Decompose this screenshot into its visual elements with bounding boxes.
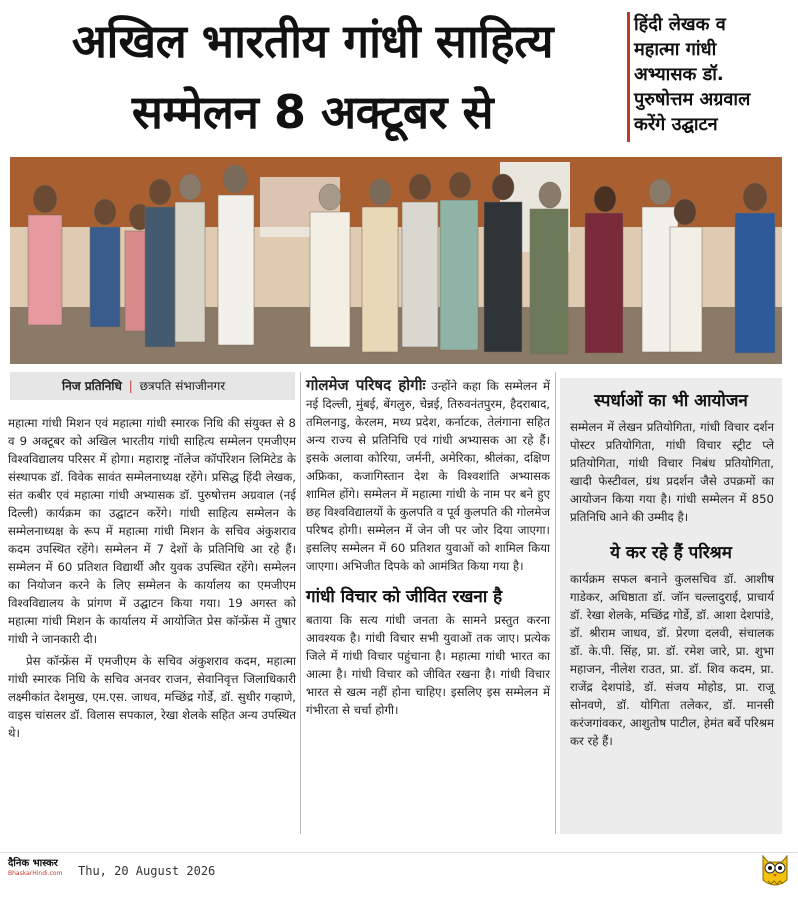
byline-separator: | [128, 379, 133, 393]
byline [10, 372, 295, 400]
side-headline-line: अभ्यासक डॉ. [634, 64, 724, 85]
headline-line-2: सम्मेलन 8 अक्टूबर से [131, 85, 494, 139]
footer-divider [0, 852, 798, 853]
group-photo [10, 157, 782, 364]
byline-name: निज प्रतिनिधि [62, 379, 122, 393]
side-headline-line: हिंदी लेखक व [634, 14, 726, 35]
owl-mascot-icon [758, 850, 792, 890]
brand-name: दैनिक भास्कर [8, 858, 58, 869]
sidebar-paragraph: कार्यक्रम सफल बनाने कुलसचिव डॉ. आशीष गाडेकर, अधिष्ठाता डॉ. जॉन चल्लादुराई, प्राचार्य डॉ. रेखा शेलके, मच्छिंद्र गोर्डे, डॉ. आशा देशपांडे, डॉ. श्रीराम जाधव, डॉ. प्रेरणा दलवी, संचालक डॉ. के.पी. सिंह, प्रा. डॉ. रमेश जारे, प्रा. शुभा महाजन, नीलेश राउत, प्रा. डॉ. शिव कदम, प्रा. राजेंद्र देशपांडे, डॉ. संजय मोहोड, प्रा. राजू सोनवणे, डॉ. योगिता तलेकर, डॉ. मानसी करंजगांवकर, आशुतोष पाटील, हेमंत बर्वे परिश्रम कर रहे हैं। [570, 572, 774, 748]
article-paragraph-text: उन्होंने कहा कि सम्मेलन में नई दिल्ली, मुंबई, बेंगलुरु, चेन्नई, तिरुवनंतपुरम, हैदराबाद, तमिलनाडु, केरलम, मध्य प्रदेश, कर्नाटक, तेलंगाना सहित अन्य राज्य से प्रतिनिधि एवं गांधी अभ्यासक आ रहे हैं। इसके अलावा कोरिया, जर्मनी, अमेरिका, श्रीलंका, दक्षिण अफ्रिका, कजागिस्तान देश के विश्वशांति अभ्यासक शामिल होंगे। सम्मेलन में महात्मा गांधी के नाम पर बने हुए छह विश्वविद्यालयों के कुलपति व पूर्व कुलपति की गोलमेज परिषद होगी। सम्मेलन में जेन जी पर जोर दिया जाएगा। इसलिए सम्मेलन में 60 प्रतिशत युवाओं को शामिल किया जाएगा। अभिजीत दिपके को आमंत्रित किया गया है। [306, 379, 551, 573]
brand-site: BhaskarHindi.com [8, 870, 63, 877]
column-divider [300, 372, 301, 834]
side-headline [634, 12, 794, 137]
article-column-1 [8, 414, 296, 742]
subheading-inline: गोलमेज परिषद होगीः [306, 376, 426, 394]
sidebar-paragraph: सम्मेलन में लेखन प्रतियोगिता, गांधी विचार दर्शन पोस्टर प्रतियोगिता, गांधी विचार स्ट्रीट प्ले प्रतियोगिता, गांधी विचार निबंध प्रतियोगिता, खादी फेस्टीवल, ग्रंथ प्रदर्शन जैसे उपक्रमों का आयोजन किया गया है। गांधी सम्मेलन में 850 प्रतिनिधि आने की उम्मीद है। [570, 420, 774, 524]
article-column-2 [306, 376, 550, 719]
subheading: गांधी विचार को जीवित रखना है [306, 587, 503, 607]
side-headline-line: करेंगे उद्घाटन [634, 114, 718, 135]
side-headline-rule [627, 12, 630, 142]
article-paragraph [306, 376, 550, 575]
sidebar-heading: स्पर्धाओं का भी आयोजन [594, 391, 748, 411]
print-date: Thu, 20 August 2026 [78, 864, 216, 878]
headline-line-1: अखिल भारतीय गांधी साहित्य [71, 14, 554, 68]
side-headline-line: महात्मा गांधी [634, 39, 717, 60]
side-headline-line: पुरुषोत्तम अग्रवाल [634, 89, 751, 110]
group-photo-illustration [10, 157, 782, 364]
article-paragraph: महात्मा गांधी मिशन एवं महात्मा गांधी स्मारक निधि की संयुक्त से 8 व 9 अक्टूबर को अखिल भारतीय गांधी साहित्य सम्मेलन एमजीएम विश्वविद्यालय परिसर में होगा। महाराष्ट्र नॉलेज कॉर्पोरेशन लिमिटेड के संस्थापक डॉ. विवेक सावंत सम्मेलनाध्यक्ष रहेंगे। प्रसिद्ध हिंदी लेखक, संत कबीर एवं महात्मा गांधी अभ्यासक डॉ. पुरुषोत्तम अग्रवाल (नई दिल्ली) कार्यक्रम का उद्घाटन करेंगे। गांधी साहित्य सम्मेलन के सम्मेलनाध्यक्ष के रूप में महात्मा गांधी मिशन के सचिव अंकुशराव कदम उपस्थित रहेंगे। सम्मेलन में 7 देशों के प्रतिनिधि आ रहे हैं। सम्मेलन में 60 प्रतिशत विद्यार्थी और युवक उपस्थित रहेंगे। सम्मेलन का नियोजन करने के लिए सम्मेलन के कार्यालय का एमजीएम विश्वविद्यालय के प्रांगण में उद्घाटन किया गया। 19 अगस्त को महात्मा गांधी मिशन के कार्यालय में आयोजित प्रेस कॉन्फ्रेंस में तुषार गांधी ने जानकारी दी। [8, 416, 296, 646]
column-divider [555, 372, 556, 834]
sidebar-box [560, 378, 782, 834]
headline [0, 6, 625, 156]
brand-logo [8, 858, 70, 886]
article-paragraph: प्रेस कॉन्फ्रेंस में एमजीएम के सचिव अंकुशराव कदम, महात्मा गांधी स्मारक निधि के सचिव अनवर राजन, सेवानिवृत्त जिलाधिकारी लक्ष्मीकांत देशमुख, एम.एस. जाधव, मच्छिंद्र गोर्डे, डॉ. सुधीर गव्हाणे, वाइस चांसलर डॉ. विलास सपकाल, रेखा शेलके सहित अन्य उपस्थित थे। [8, 654, 296, 740]
byline-city: छत्रपति संभाजीनगर [139, 379, 226, 393]
sidebar-heading: ये कर रहे हैं परिश्रम [610, 543, 732, 563]
article-paragraph: बताया कि सत्य गांधी जनता के सामने प्रस्तुत करना आवश्यक है। गांधी विचार सभी युवाओं तक जाए। प्रत्येक जिले में गांधी विचार पहुंचाना है। महात्मा गांधी भारत का आत्मा है। गांधी विचार को जीवित रखना है। गांधी विचार भारत से खत्म नहीं होना चाहिए। इसलिए इस सम्मेलन में गंभीरता से चर्चा होगी। [306, 613, 550, 717]
